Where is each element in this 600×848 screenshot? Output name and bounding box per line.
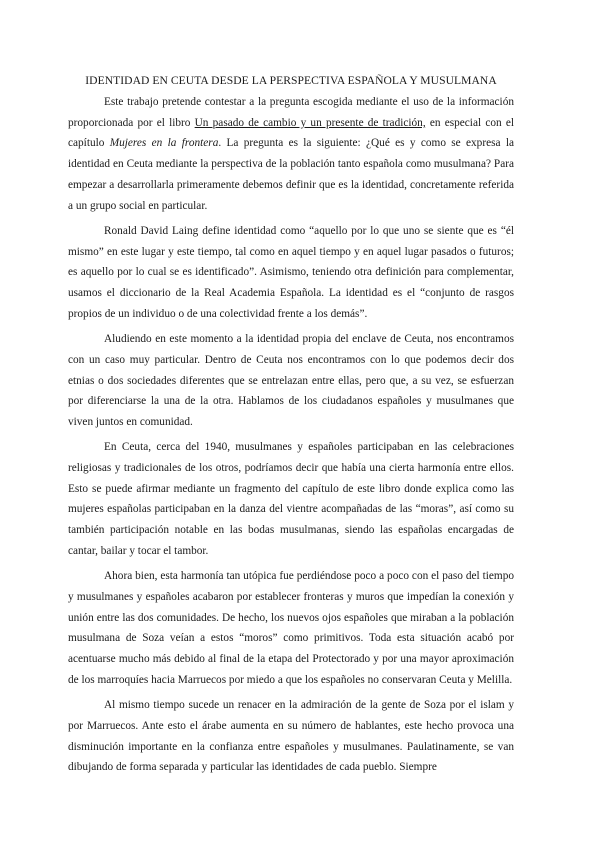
paragraph-intro (68, 92, 514, 216)
paragraph-ceuta-identity: Aludiendo en este momento a la identidad propia del enclave de Ceuta, nos encontramos con un caso muy particular. Dentro de Ceuta nos encontramos con lo que podemos decir dos etnias o dos sociedades diferentes que se entrelazan entre ellas, pero que, a su vez, se esfuerzan por diferenciarse la una de la otra. Hablamos de los ciudadanos españoles y musulmanes que viven juntos en comunidad. (68, 333, 514, 428)
paragraph-intro-text-b: en especial con el capítulo (68, 116, 514, 150)
book-title: Un pasado de cambio y un presente de tradición, (194, 116, 426, 129)
paragraph-borders: Ahora bien, esta harmonía tan utópica fue perdiéndose poco a poco con el paso del tiempo y musulmanes y españoles acabaron por establecer fronteras y muros que impedían la conexión y unión entre las dos comunidades. De hecho, los nuevos ojos españoles que miraban a la población musulmana de Soza veían a estos “moros” como primitivos. Toda esta situación acabó por acentuarse mucho más debido al final de la etapa del Protectorado y por una mayor aproximación de los marroquíes hacia Marruecos por miedo a que los españoles no conservaran Ceuta y Melilla. (68, 570, 514, 686)
page-content (68, 72, 514, 783)
paragraph-intro-text-c: . La pregunta es la siguiente: ¿Qué es y como se expresa la identidad en Ceuta mediante la perspectiva de la población tanto española como musulmana? Para empezar a desarrollarla primeramente debemos definir que es la identidad, concretamente referida a un grupo social en particular. (68, 137, 514, 212)
paragraph-definition: Ronald David Laing define identidad como “aquello por lo que uno se siente que es “él mismo” en este lugar y este tiempo, tal como en aquel tiempo y en aquel lugar pasados o futuros; es aquello por lo cual se es identificado”. Asimismo, teniendo otra definición para complementar, usamos el diccionario de la Real Academia Española. La identidad es el “conjunto de rasgos propios de un individuo o de una colectividad frente a los demás”. (68, 224, 514, 320)
document-title: IDENTIDAD EN CEUTA DESDE LA PERSPECTIVA ESPAÑOLA Y MUSULMANA (85, 74, 497, 87)
paragraph-harmony-1940: En Ceuta, cerca del 1940, musulmanes y españoles participaban en las celebraciones religiosas y tradicionales de los otros, podríamos decir que había una cierta harmonía entre ellos. Esto se puede afirmar mediante un fragmento del capítulo de este libro donde explica como las mujeres españolas participaban en la danza del vientre acompañadas de las “moras”, así como su también participación notable en las bodas musulmanas, siendo las españolas encargadas de cantar, bailar y tocar el tambor. (68, 441, 514, 557)
chapter-title: Mujeres en la frontera (109, 137, 219, 150)
paragraph-islam-revival: Al mismo tiempo sucede un renacer en la admiración de la gente de Soza por el islam y por Marruecos. Ante esto el árabe aumenta en su número de hablantes, este hecho provoca una disminución importante en la confianza entre españoles y musulmanes. Paulatinamente, se van dibujando de forma separada y particular las identidades de cada pueblo. Siempre (68, 699, 514, 774)
paragraph-intro-text-a: Este trabajo pretende contestar a la pregunta escogida mediante el uso de la información proporcionada por el libro (68, 96, 514, 129)
